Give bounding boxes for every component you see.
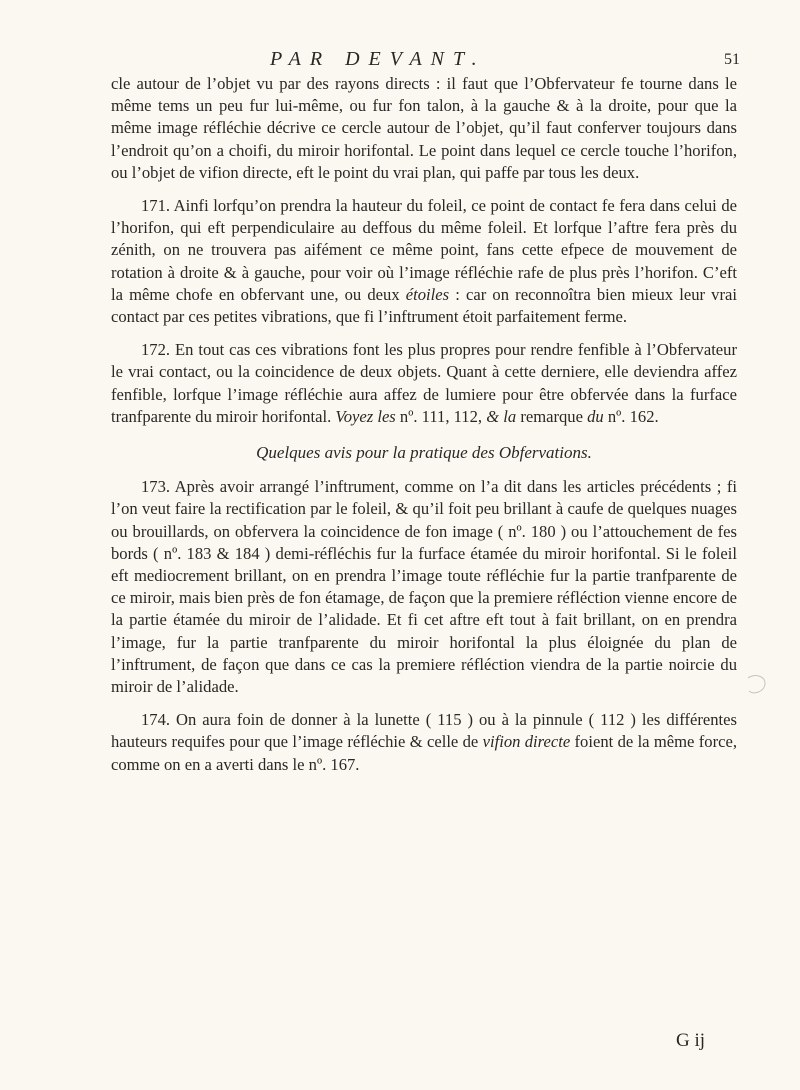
paragraph-171: [111, 195, 737, 328]
paragraph-170-continuation: cle autour de l’objet vu par des rayons directs : il faut que l’Obfervateur fe tourne dans le même tems un peu fur lui-même, ou fur fon talon, à la gauche & à la droite, pour que la même image réfléchie décrive ce cercle autour de l’objet, qu’il faut conferver toujours dans l’endroit qu’on a choifi, du miroir horifontal. Le point dans lequel ce cercle touche l’horifon, ou l’objet de vifion directe, eft le point du vrai plan, qui paffe par tous les deux.: [111, 74, 737, 182]
paragraph-172-italic-and: & la: [486, 406, 517, 426]
paragraph-172-remarque: remarque: [516, 406, 588, 426]
paragraph-172-text: 172. En tout cas ces vibrations font les plus propres pour rendre fenfible à l’Obfervateur le vrai contact, ou la coincidence de deux objets. Quant à cette derniere, elle deviendra affez fenfible, lorfque l’image réfléchie aura affez de lumiere pour être obfervée dans la furface tranfparente du miroir horifontal.: [111, 340, 737, 426]
running-title: PAR DEVANT.: [270, 48, 486, 70]
section-heading: Quelques avis pour la pratique des Obfervations.: [256, 443, 592, 463]
paragraph-171-text: 171. Ainfi lorfqu’on prendra la hauteur du foleil, ce point de contact fe fera dans celui de l’horifon, qui eft perpendiculaire au deffous du même foleil. Et lorfque l’aftre fera près du zénith, on ne trouvera pas aifément ce même point, fans cette efpece de mouvement de rotation à droite & à gauche, pour voir où l’image réfléchie rafe de plus près l’horifon. C’eft la même chofe en obfervant une, ou deux: [111, 196, 737, 304]
paragraph-172-italic-voyez: Voyez les: [335, 406, 396, 426]
body-text: [111, 73, 737, 776]
paragraph-172-italic-du: du: [587, 406, 604, 426]
paragraph-174: [111, 709, 737, 776]
paragraph-174-italic: vifion directe: [482, 732, 571, 752]
paragraph-173: 173. Après avoir arrangé l’inftrument, comme on l’a dit dans les articles précédents ; fi l’on veut faire la rectification par le foleil, & qu’il foit peu brillant à caufe de quelques nuages ou brouillards, on obfervera la coincidence de fon image ( nº. 180 ) ou l’attouchement de fes bords ( nº. 183 & 184 ) demi-réfléchis fur la furface étamée du miroir horifontal. Si le foleil eft mediocrement brillant, on en prendra l’image toute réfléchie fur la partie tranfparente de ce miroir, mais bien près de fon étamage, de façon que la premiere réfléction vienne encore de la partie étamée du miroir de l’alidade. Et fi cet aftre eft tout à fait brillant, on en prendra l’image, fur la partie tranfparente du miroir horifontal la plus éloignée du plan de l’inftrument, de façon que dans ce cas la premiere réfléction viendra de la partie noircie du miroir de l’alidade.: [111, 477, 737, 697]
paragraph-172-tail: nº. 162.: [603, 406, 659, 426]
paragraph-172: [111, 339, 737, 428]
margin-ink-mark: [742, 672, 770, 698]
paragraph-172-refs: nº. 111, 112,: [395, 406, 487, 426]
page-number: 51: [724, 51, 740, 68]
paragraph-174-tail: foient de la même force, comme on en a averti dans le nº. 167.: [111, 732, 737, 774]
paragraph-171-tail: : car on reconnoîtra bien mieux leur vrai contact par ces petites vibrations, que fi l’inftrument étoit parfaitement ferme.: [111, 284, 737, 327]
signature-mark: G ij: [676, 1030, 706, 1051]
paragraph-174-text: 174. On aura foin de donner à la lunette ( 115 ) ou à la pinnule ( 112 ) les différentes hauteurs requifes pour que l’image réfléchie & celle de: [111, 710, 737, 752]
paragraph-171-italic: étoiles: [405, 284, 450, 304]
